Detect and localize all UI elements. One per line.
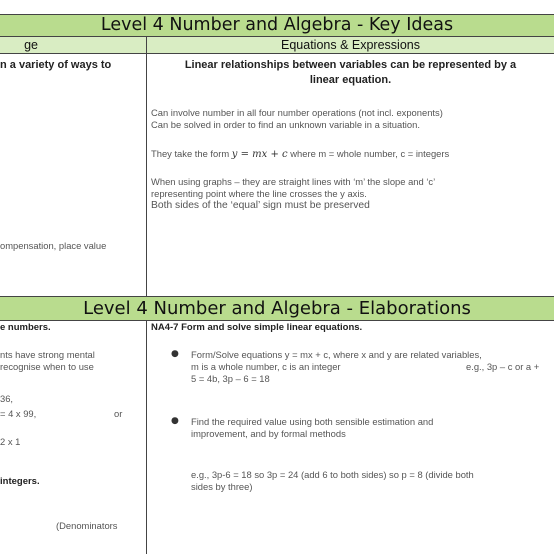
left-key-idea-fragment-2: ompensation, place value bbox=[0, 240, 107, 251]
na4-7-heading: NA4-7 Form and solve simple linear equations. bbox=[151, 322, 363, 333]
linear-relationship-heading bbox=[147, 58, 554, 88]
left-line2: recognise when to use bbox=[0, 361, 94, 372]
bullet1-line1: Form/Solve equations y = mx + c, where x and y are related variables, bbox=[191, 349, 482, 360]
operations-line1: Can involve number in all four number operations (not incl. exponents) bbox=[151, 107, 443, 118]
bullet2-line2: improvement, and by formal methods bbox=[191, 428, 346, 439]
bullet1-line2-row bbox=[191, 361, 553, 373]
example-text bbox=[191, 469, 474, 493]
bullet-2: ● bbox=[171, 416, 179, 426]
column-divider-bottom bbox=[146, 320, 147, 554]
left-elaboration-heading: e numbers. bbox=[0, 322, 51, 333]
left-elaboration-text bbox=[0, 349, 95, 373]
example-line1: e.g., 3p-6 = 18 so 3p = 24 (add 6 to both sides) so p = 8 (divide both bbox=[191, 469, 474, 480]
left-line4: = 4 x 99, bbox=[0, 408, 37, 419]
bullet1-line2: m is a whole number, c is an integer bbox=[191, 361, 341, 372]
left-line1: nts have strong mental bbox=[0, 349, 95, 360]
bullet-1: ● bbox=[171, 349, 179, 359]
form-paragraph bbox=[151, 148, 449, 161]
example-line2: sides by three) bbox=[191, 481, 253, 492]
form-prefix: They take the form bbox=[151, 148, 230, 159]
linear-relationship-heading-line1: Linear relationships between variables can be represented by a bbox=[184, 59, 517, 71]
left-line5: 2 x 1 bbox=[0, 436, 21, 447]
bullet2-line1: Find the required value using both sensible estimation and bbox=[191, 416, 434, 427]
linear-relationship-heading-line2: linear equation. bbox=[309, 74, 392, 86]
operations-line2: Can be solved in order to find an unknown variable in a situation. bbox=[151, 119, 420, 130]
equations-expressions-header: Equations & Expressions bbox=[147, 37, 554, 54]
bullet1-line3: 5 = 4b, 3p – 6 = 18 bbox=[191, 373, 270, 384]
left-elaboration-heading-2: integers. bbox=[0, 476, 40, 487]
left-or: or bbox=[114, 408, 123, 419]
key-ideas-title: Level 4 Number and Algebra - Key Ideas bbox=[0, 14, 554, 37]
form-equation: y = mx + c bbox=[231, 149, 288, 160]
form-suffix: where m = whole number, c = integers bbox=[290, 148, 450, 159]
left-column-header bbox=[0, 37, 146, 54]
bullet-2-text bbox=[191, 416, 433, 440]
graph-line2: representing point where the line crosses the y axis. bbox=[151, 188, 367, 199]
bullet-1-text bbox=[191, 349, 553, 385]
elaborations-title: Level 4 Number and Algebra - Elaborations bbox=[0, 296, 554, 321]
left-column-header-text: ge bbox=[24, 38, 38, 52]
left-denominators: (Denominators bbox=[56, 520, 118, 531]
graph-line1: When using graphs – they are straight lines with ‘m’ the slope and ‘c’ bbox=[151, 176, 436, 187]
left-line3: 36, bbox=[0, 393, 14, 404]
graph-paragraph bbox=[151, 176, 435, 212]
operations-paragraph bbox=[151, 107, 443, 131]
graph-line3: Both sides of the ‘equal’ sign must be preserved bbox=[151, 200, 370, 211]
bullet1-eg: e.g., 3p – c or a + bbox=[466, 361, 540, 372]
left-key-idea-fragment: n a variety of ways to bbox=[0, 59, 112, 71]
